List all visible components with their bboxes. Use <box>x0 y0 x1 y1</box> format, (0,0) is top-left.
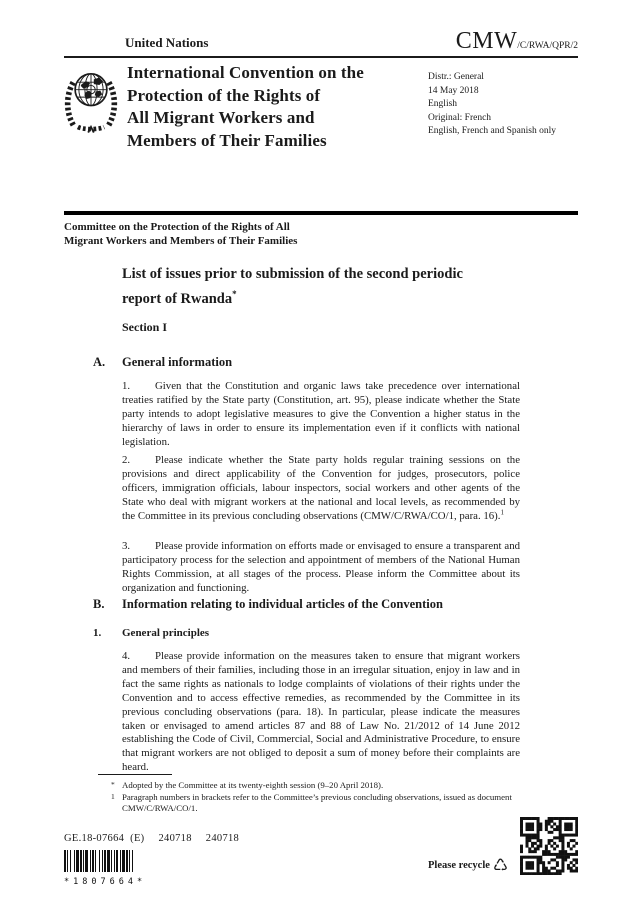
footnote-1-marker: 1 <box>111 791 115 801</box>
paragraph-2-text: Please indicate whether the State party holds regular training sessions on the provisions and direct applicability of the Convention for judges, prosecutors, police officers, immigration officials, labour inspectors, social workers and other agents of the State who deal with migrant workers at the national and local levels, as recommended by the Committee in its previous concluding observations (CMW/C/RWA/CO/1, para. 16). <box>122 454 520 522</box>
heading-b-text: Information relating to individual articles of the Convention <box>122 597 443 611</box>
document-title-text: List of issues prior to submission of the second periodic report of Rwanda <box>122 266 463 307</box>
convention-title-line: International Convention on the <box>127 63 364 82</box>
heading-a-label: A. <box>93 355 106 369</box>
heading-b1-text: General principles <box>122 627 210 639</box>
convention-title-line: All Migrant Workers and <box>127 108 315 127</box>
org-name: United Nations <box>125 35 209 50</box>
footnotes <box>111 780 526 815</box>
un-emblem-icon <box>63 63 119 140</box>
convention-title <box>127 62 364 152</box>
document-symbol-suffix: /C/RWA/QPR/2 <box>517 41 578 51</box>
heading-b-label: B. <box>93 597 105 611</box>
please-recycle <box>428 856 508 876</box>
convention-title-line: Protection of the Rights of <box>127 85 321 105</box>
title-footnote-marker: * <box>232 288 237 299</box>
footnote-1-text: Paragraph numbers in brackets refer to the Committee’s previous concluding observations, issued as document CMW/C/RWA/CO/1. <box>122 791 512 814</box>
distr-original: Original: French <box>428 112 492 123</box>
paragraph-2 <box>122 454 520 524</box>
please-recycle-label: Please recycle <box>428 860 490 871</box>
recycle-icon: ♺ <box>492 856 509 876</box>
paragraph-3-number: 3. <box>122 540 131 552</box>
header-rule <box>64 56 578 58</box>
ge-reference-line <box>64 833 253 844</box>
ge-date-code: 240718 <box>158 833 192 844</box>
footnote-1 <box>111 791 526 815</box>
document-title <box>122 265 504 309</box>
paragraph-1-number: 1. <box>122 380 131 392</box>
paragraph-2-number: 2. <box>122 454 131 466</box>
ge-date-code: 240718 <box>205 833 240 844</box>
committee-heading-line: Committee on the Protection of the Rights of All <box>64 221 290 233</box>
paragraph-4-number: 4. <box>122 650 131 662</box>
document-symbol-prefix: CMW <box>455 28 518 54</box>
distr-date: 14 May 2018 <box>428 85 479 96</box>
section-divider-rule <box>64 211 578 215</box>
distr-availability: English, French and Spanish only <box>428 126 556 136</box>
barcode <box>64 850 161 887</box>
paragraph-2-footnote-ref: 1 <box>500 508 504 517</box>
paragraph-4-text: Please provide information on the measures taken to ensure that migrant workers and members of their families, including those in an irregular situation, enjoy in law and in fact the same rights as nationals to lodge complaints of violations of their rights under the Convention and to access effective remedies, as recommended by the Committee in its previous concluding observations (para. 18). In particular, please indicate the measures taken or envisaged to amend articles 87 and 88 of Law No. 21/2012 of 14 June 2012 establishing the Code of Civil, Commercial, Social and Administrative Procedure, to ensure that migrant workers are not obliged to deposit a sum of money before their complaints are heard. <box>122 650 520 774</box>
distr-type: Distr.: General <box>428 72 484 82</box>
section-heading: Section I <box>122 320 167 334</box>
convention-title-line: Members of Their Families <box>127 130 327 150</box>
footnote-asterisk-text: Adopted by the Committee at its twenty-eighth session (9–20 April 2018). <box>122 780 384 790</box>
committee-heading <box>64 220 297 248</box>
paragraph-3 <box>122 540 520 596</box>
document-symbol <box>456 28 578 55</box>
paragraph-4 <box>122 650 520 775</box>
ge-language-code: (E) <box>130 833 145 844</box>
qr-code <box>520 817 578 880</box>
heading-b1-label: 1. <box>93 627 102 639</box>
paragraph-1-text: Given that the Constitution and organic laws take precedence over international treaties ratified by the State party (Constitution, art. 95), please indicate whether the State party intends to adopt legislative measures to give the Convention a higher status in the hierarchy of laws in order to ensure its implementation even if it conflicts with national legislation. <box>122 380 520 448</box>
paragraph-3-text: Please provide information on efforts made or envisaged to ensure a transparent and participatory process for the selection and appointment of members of the National Human Rights Commission, at all stages of the process. Please inform the Committee about its organization and functioning. <box>122 540 520 594</box>
heading-a-text: General information <box>122 355 233 369</box>
distribution-block <box>428 71 556 139</box>
ge-number: GE.18-07664 <box>64 833 125 844</box>
barcode-text: *1807664* <box>64 877 147 887</box>
footnote-asterisk <box>111 780 526 792</box>
distr-language: English <box>428 99 458 109</box>
footnote-rule <box>98 774 172 775</box>
barcode-bars <box>64 850 161 872</box>
committee-heading-line: Migrant Workers and Members of Their Families <box>64 235 298 247</box>
footnote-asterisk-marker: * <box>111 780 115 789</box>
paragraph-1 <box>122 380 520 450</box>
